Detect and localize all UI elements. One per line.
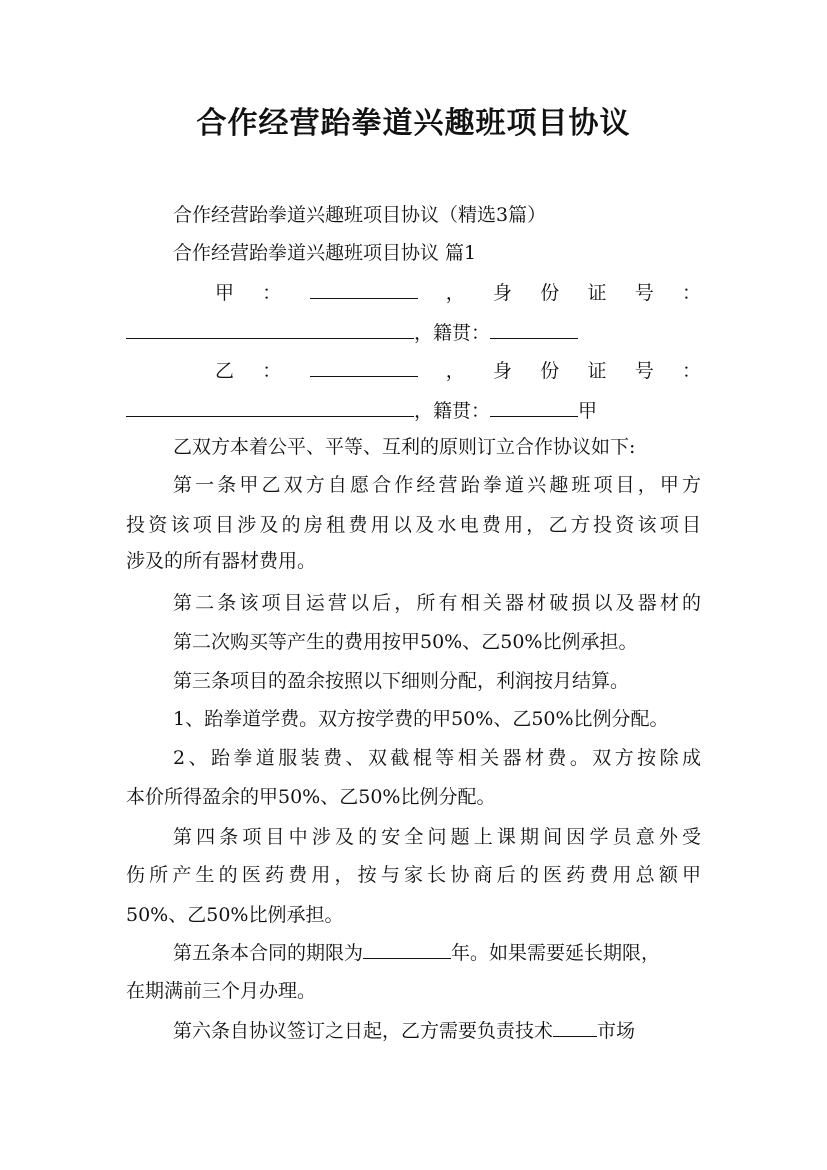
- article-2-line-2: 第二次购买等产生的费用按甲50%、乙50%比例承担。: [173, 631, 638, 653]
- party-a-colon: ：: [262, 282, 282, 304]
- party-b-tail: 甲: [578, 400, 598, 422]
- article-6-pre: 第六条自协议签订之日起，乙方需要负责技术: [173, 1020, 554, 1042]
- article-3-line-1: 第三条项目的盈余按照以下细则分配，利润按月结算。: [173, 670, 630, 692]
- party-b-comma: ，: [445, 360, 465, 382]
- party-a-id-blank[interactable]: [126, 320, 414, 339]
- id-char: 证: [587, 360, 607, 382]
- article-1-line-3: 涉及的所有器材费用。: [126, 550, 317, 572]
- article-4-line-3: 50%、乙50%比例承担。: [126, 904, 344, 926]
- id-char: 身: [492, 360, 512, 382]
- document-title: 合作经营跆拳道兴趣班项目协议: [196, 106, 631, 141]
- article-5-post: 年。如果需要延长期限，: [451, 942, 661, 964]
- party-a-name-blank[interactable]: [310, 280, 418, 299]
- id-char: 份: [540, 282, 560, 304]
- article-1-line-2: 投资该项目涉及的房租费用以及水电费用，乙方投资该项目: [126, 514, 701, 536]
- article-3-item-1: 1、跆拳道学费。双方按学费的甲50%、乙50%比例分配。: [173, 708, 669, 730]
- article-6-post: 市场: [597, 1020, 636, 1042]
- part-heading: 合作经营跆拳道兴趣班项目协议 篇1: [173, 242, 477, 264]
- article-6-blank[interactable]: [553, 1018, 597, 1037]
- party-a-label: 甲: [215, 282, 235, 304]
- id-char: 号: [634, 282, 654, 304]
- party-b-name-blank[interactable]: [310, 358, 418, 377]
- article-5-line-2: 在期满前三个月办理。: [126, 980, 317, 1002]
- party-a-row: [215, 278, 701, 305]
- jiguan-label: ，籍贯：: [414, 322, 491, 344]
- article-4-line-1: 第四条项目中涉及的安全问题上课期间因学员意外受: [173, 826, 701, 848]
- party-b-label: 乙: [215, 360, 235, 382]
- article-5-pre: 第五条本合同的期限为: [173, 942, 364, 964]
- document-subtitle: 合作经营跆拳道兴趣班项目协议（精选3篇）: [173, 204, 547, 226]
- article-3-item-2-line-2: 本价所得盈余的甲50%、乙50%比例分配。: [126, 786, 496, 808]
- party-a-comma: ，: [445, 282, 465, 304]
- article-3-item-2-line-1: 2、跆拳道服装费、双截棍等相关器材费。双方按除成: [173, 747, 701, 769]
- article-5-line-1: [173, 938, 660, 965]
- party-a-jiguan-blank[interactable]: [490, 320, 578, 339]
- article-4-line-2: 伤所产生的医药费用，按与家长协商后的医药费用总额甲: [126, 864, 701, 886]
- party-b-colon: ：: [262, 360, 282, 382]
- id-char: ：: [681, 282, 701, 304]
- term-years-blank[interactable]: [363, 940, 451, 959]
- article-6-line-1: [173, 1016, 635, 1043]
- party-b-row: [215, 356, 701, 383]
- id-char: 份: [540, 360, 560, 382]
- id-char: ：: [681, 360, 701, 382]
- id-char: 证: [587, 282, 607, 304]
- party-b-jiguan-blank[interactable]: [490, 398, 578, 417]
- article-2-line-1: 第二条该项目运营以后，所有相关器材破损以及器材的: [173, 592, 701, 614]
- id-char: 号: [634, 360, 654, 382]
- jiguan-label: ，籍贯：: [414, 400, 491, 422]
- article-1-line-1: 第一条甲乙双方自愿合作经营跆拳道兴趣班项目，甲方: [173, 474, 701, 496]
- id-char: 身: [492, 282, 512, 304]
- party-a-id-row: [126, 318, 578, 345]
- party-b-id-row: [126, 396, 597, 423]
- intro-paragraph: 乙双方本着公平、平等、互利的原则订立合作协议如下:: [173, 436, 636, 458]
- party-b-id-blank[interactable]: [126, 398, 414, 417]
